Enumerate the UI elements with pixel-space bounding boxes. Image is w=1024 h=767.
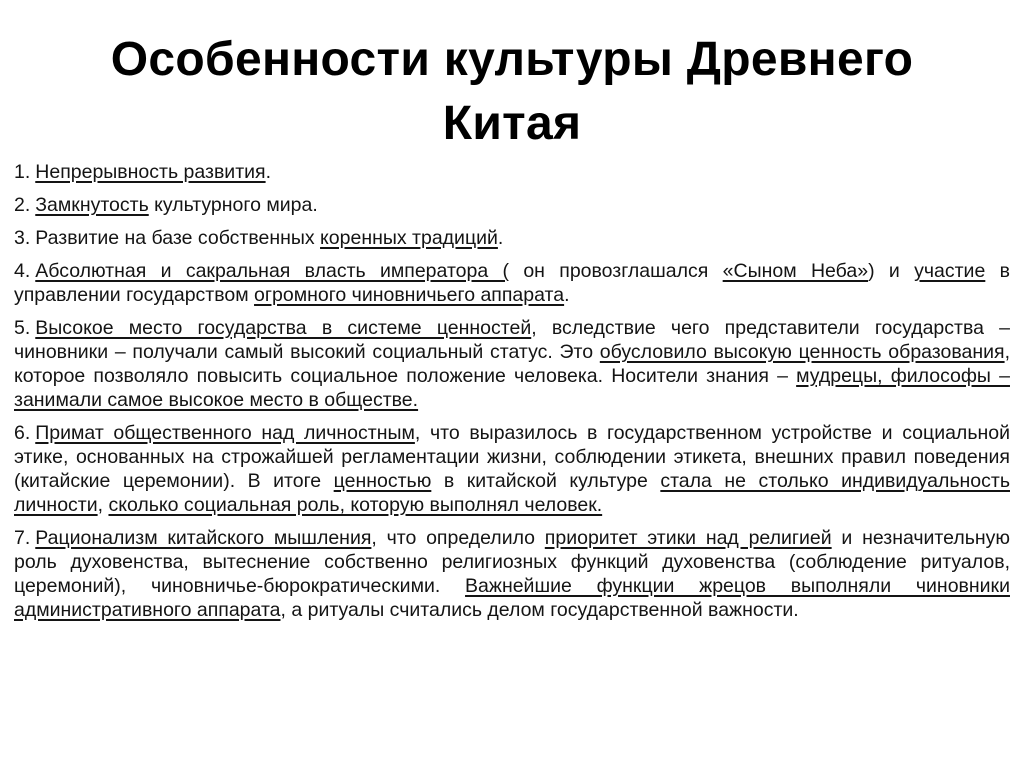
title-line-1: Особенности культуры Древнего (110, 33, 914, 86)
item-text: . (265, 161, 272, 183)
item-number: 2. (14, 194, 31, 216)
feature-list (14, 160, 1010, 631)
item-number: 3. (14, 227, 31, 249)
underlined-phrase: «Сыном Неба» (722, 260, 869, 282)
underlined-phrase: Примат общественного над личностным (35, 422, 415, 444)
item-number: 4. (14, 260, 31, 282)
list-item-4 (14, 259, 1010, 307)
underlined-phrase: Непрерывность развития (35, 161, 266, 183)
item-text: , которое позволяло повысить социальное положение человека. Носители знания – (14, 341, 1010, 387)
item-text: в управлении государством (14, 260, 1010, 306)
item-text: . (564, 284, 570, 306)
list-item-1 (14, 160, 1010, 184)
item-number: 1. (14, 161, 31, 183)
item-text: . (497, 227, 504, 249)
underlined-phrase: участие (914, 260, 986, 282)
underlined-phrase: приоритет этики над религией (544, 527, 832, 549)
item-text: он провозглашался (509, 260, 723, 282)
underlined-phrase: Абсолютная и сакральная власть императора ( (35, 260, 510, 282)
underlined-phrase: обусловило высокую ценность образования (599, 341, 1005, 363)
underlined-phrase: Высокое место государства в системе ценностей (35, 317, 532, 339)
item-text: , что выразилось в государственном устройстве и социальной этике, основанных на строжайшей регламентации жизни, соблюдении этикета, внешних правил поведения (китайские церемонии). В итоге (14, 422, 1010, 492)
item-text: и незначительную роль духовенства, вытеснение собственно религиозных функций духовенства (соблюдение ритуалов, церемоний), чиновничье-бюрократическими. (14, 527, 1011, 597)
item-text: ) и (868, 260, 915, 282)
item-text: Развитие на базе собственных (35, 227, 321, 249)
underlined-phrase: мудрецы, философы – занимали самое высокое место в обществе. (14, 365, 1010, 411)
underlined-phrase: ценностью (333, 470, 432, 492)
underlined-phrase: коренных традиций (320, 227, 498, 249)
list-item-7 (14, 526, 1010, 622)
underlined-phrase: Рационализм китайского мышления (35, 527, 372, 549)
item-text: , вследствие чего представители государства – чиновники – получали самый высокий социальный статус. Это (14, 317, 1010, 363)
underlined-phrase: Замкнутость (35, 194, 149, 216)
title-line-2: Китая (442, 97, 582, 150)
item-text: , а ритуалы считались делом государственной важности. (280, 599, 799, 621)
list-item-5 (14, 316, 1010, 412)
underlined-phrase: сколько социальная роль, которую выполнял человек. (108, 494, 603, 516)
item-text: в китайской культуре (431, 470, 661, 492)
item-number: 5. (14, 317, 31, 339)
underlined-phrase: огромного чиновничьего аппарата (254, 284, 565, 306)
item-number: 7. (14, 527, 31, 549)
item-text: культурного мира. (148, 194, 318, 216)
list-item-3 (14, 226, 1010, 250)
item-number: 6. (14, 422, 31, 444)
list-item-2 (14, 193, 1010, 217)
list-item-6 (14, 421, 1010, 517)
underlined-phrase: стала не столько индивидуальность личности (14, 470, 1010, 516)
slide-title (40, 28, 984, 156)
underlined-phrase: Важнейшие функции жрецов выполняли чиновники административного аппарата (14, 575, 1010, 621)
item-text: , что определило (371, 527, 545, 549)
item-text: , (97, 494, 109, 516)
